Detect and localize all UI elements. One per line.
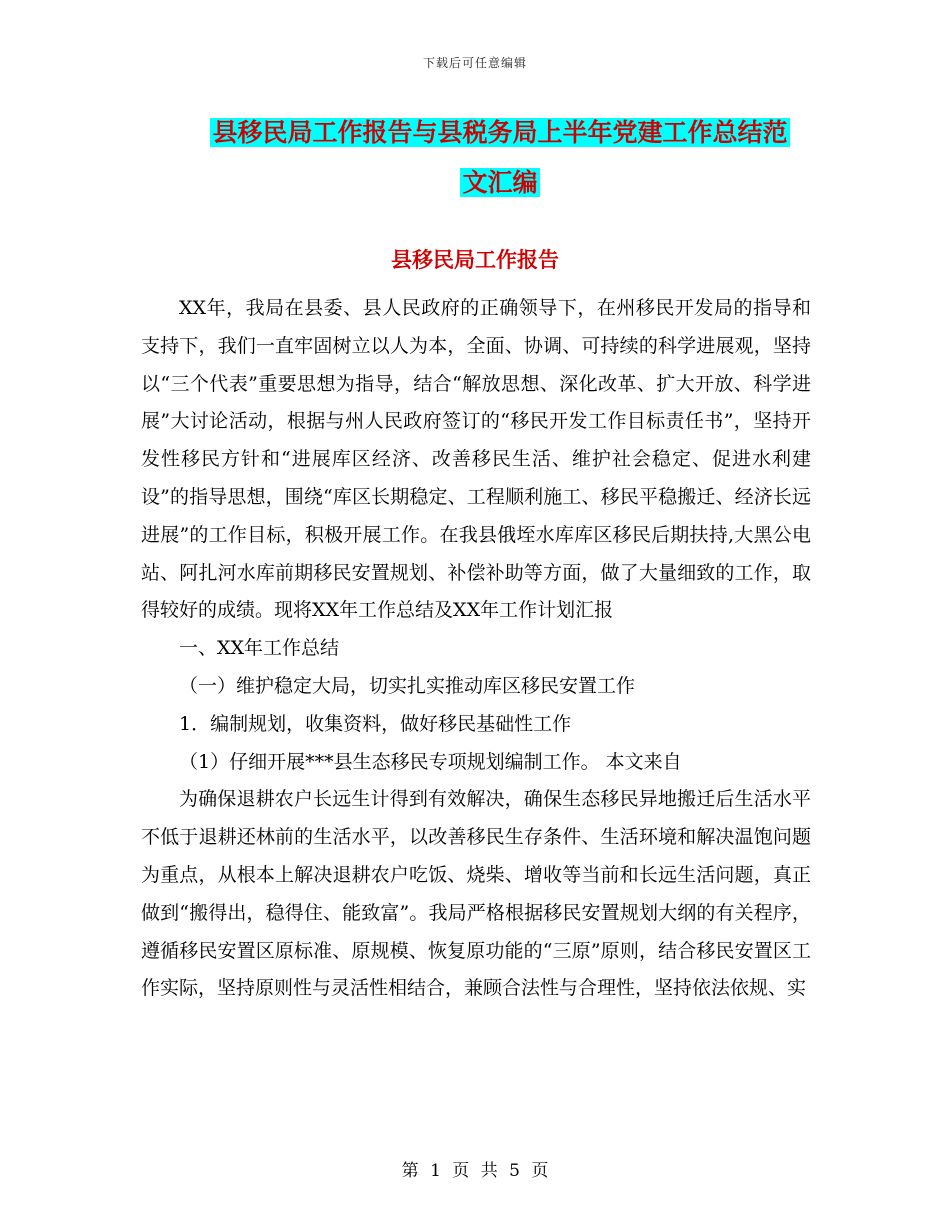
- header-note: 下载后可任意编辑: [422, 56, 527, 70]
- document-title-line1: 县移民局工作报告与县税务局上半年党建工作总结范: [212, 118, 788, 147]
- document-body: [141, 290, 811, 1008]
- heading-item-1: 1．编制规划，收集资料，做好移民基础性工作: [179, 712, 572, 735]
- section-title: 县移民局工作报告: [391, 247, 559, 272]
- heading-item-1-1: （1）仔细开展***县生态移民专项规划编制工作。 本文来自: [179, 750, 682, 773]
- page-footer: 第 1 页 共 5 页: [401, 1161, 549, 1181]
- paragraph-detail: 为确保退耕农户长远生计得到有效解决，确保生态移民异地搬迁后生活水平不低于退耕还林前的生活水平，以改善移民生存条件、生活环境和解决温饱问题为重点，从根本上解决退耕农户吃饭、烧柴、增收等当前和长远生活问题，真正做到“搬得出，稳得住、能致富”。我局严格根据移民安置规划大纲的有关程序，遵循移民安置区原标准、原规模、恢复原功能的“三原”原则，结合移民安置区工作实际，坚持原则性与灵活性相结合，兼顾合法性与合理性，坚持依法依规、实: [141, 788, 811, 1000]
- paragraph-intro: XX年，我局在县委、县人民政府的正确领导下，在州移民开发局的指导和支持下，我们一直牢固树立以人为本，全面、协调、可持续的科学进展观，坚持以“三个代表”重要思想为指导，结合“解放思想、深化改革、扩大开放、科学进展”大讨论活动，根据与州人民政府签订的“移民开发工作目标责任书”，坚持开发性移民方针和“进展库区经济、改善移民生活、维护社会稳定、促进水利建设”的指导思想，围绕“库区长期稳定、工程顺利施工、移民平稳搬迁、经济长远进展”的工作目标，积极开展工作。在我县俄垤水库库区移民后期扶持,大黑公电站、阿扎河水库前期移民安置规划、补偿补助等方面，做了大量细致的工作，取得较好的成绩。现将XX年工作总结及XX年工作计划汇报: [141, 297, 811, 622]
- document-title-line2: 文汇编: [462, 168, 538, 197]
- document-title: [150, 108, 850, 208]
- heading-sub-1: （一）维护稳定大局，切实扎实推动库区移民安置工作: [179, 674, 636, 697]
- heading-summary: 一、XX年工作总结: [179, 637, 340, 660]
